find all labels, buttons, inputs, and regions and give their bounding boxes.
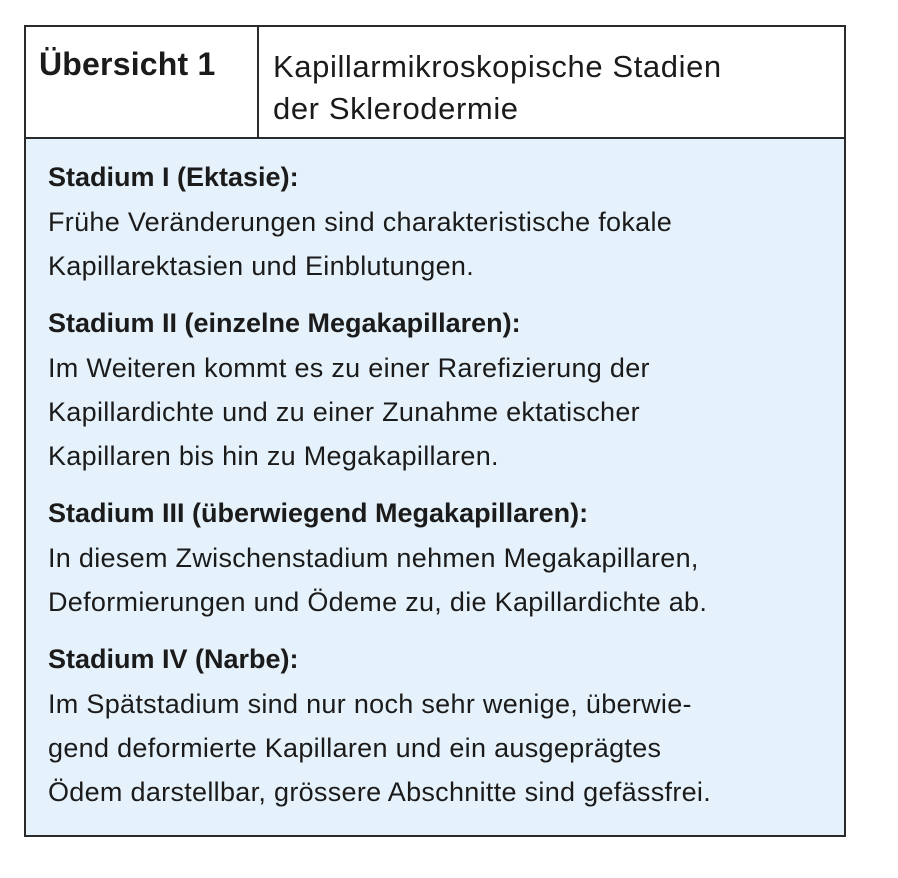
stage-title: Stadium II (einzelne Megakapillaren): <box>48 308 521 338</box>
box-body <box>26 139 844 814</box>
stage-text-line: Deformierungen und Ödeme zu, die Kapillardichte ab. <box>48 587 708 617</box>
stage-text-line: Im Weiteren kommt es zu einer Rarefizierung der <box>48 353 650 383</box>
stage-2 <box>48 307 844 478</box>
box-header <box>26 27 844 139</box>
overview-title <box>259 27 844 137</box>
stage-text-line: In diesem Zwischenstadium nehmen Megakapillaren, <box>48 543 699 573</box>
stage-text-line: Ödem darstellbar, grössere Abschnitte sind gefässfrei. <box>48 777 712 807</box>
stage-title: Stadium IV (Narbe): <box>48 644 299 674</box>
stage-1 <box>48 161 844 288</box>
stage-text-line: Kapillarektasien und Einblutungen. <box>48 251 474 281</box>
overview-box <box>24 25 846 837</box>
stage-text-line: Im Spätstadium sind nur noch sehr wenige, überwie- <box>48 689 692 719</box>
overview-title-line: der Sklerodermie <box>273 91 519 126</box>
overview-title-line: Kapillarmikroskopische Stadien <box>273 49 722 84</box>
overview-label: Übersicht 1 <box>26 27 259 137</box>
stage-4 <box>48 643 844 814</box>
stage-3 <box>48 497 844 624</box>
stage-title: Stadium III (überwiegend Megakapillaren): <box>48 498 589 528</box>
stage-title: Stadium I (Ektasie): <box>48 162 299 192</box>
stage-text-line: gend deformierte Kapillaren und ein ausgeprägtes <box>48 733 662 763</box>
stage-text-line: Kapillardichte und zu einer Zunahme ektatischer <box>48 397 640 427</box>
stage-text-line: Frühe Veränderungen sind charakteristische fokale <box>48 207 673 237</box>
stage-text-line: Kapillaren bis hin zu Megakapillaren. <box>48 441 499 471</box>
